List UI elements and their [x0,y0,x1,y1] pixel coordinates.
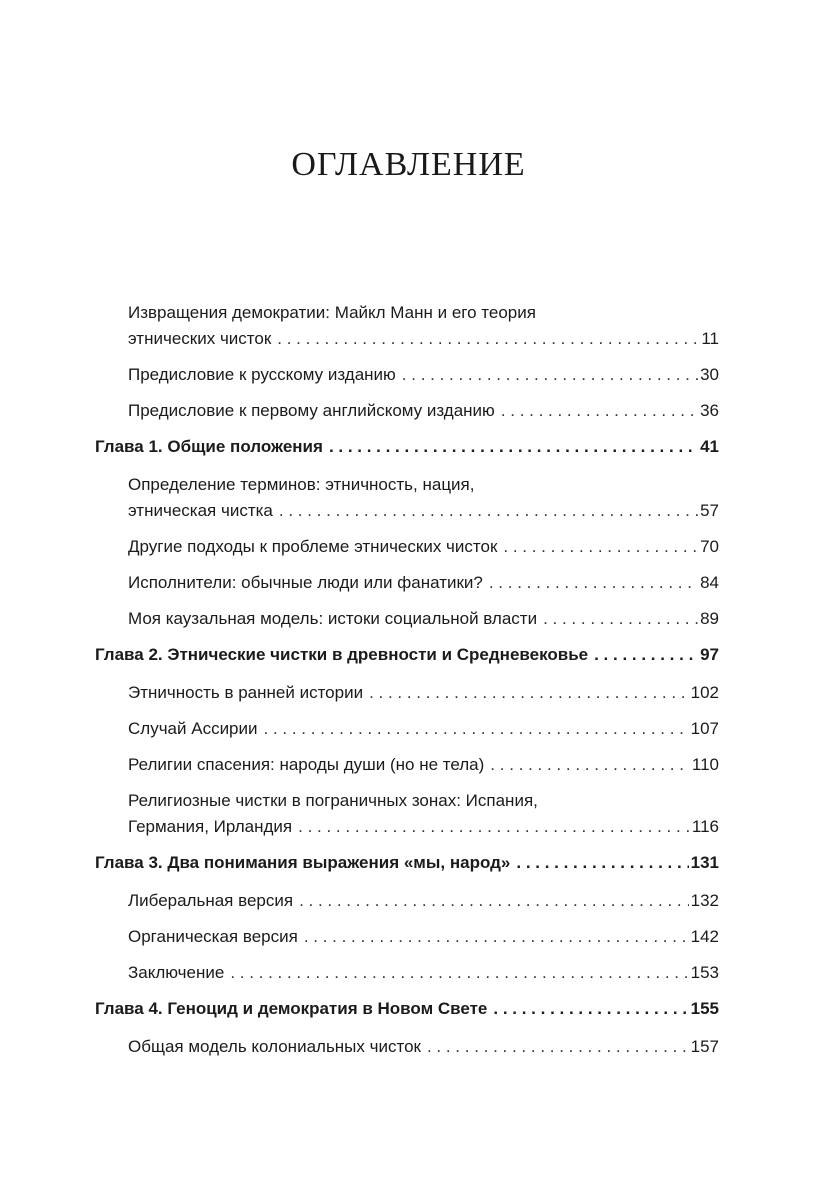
toc-entry-line [128,498,719,524]
toc-entry-title: Предисловие к русскому изданию [128,365,396,384]
toc-entry-line [95,996,719,1022]
dot-leader [503,534,698,560]
toc-page-number: 97 [700,645,719,664]
dot-leader [402,362,698,388]
toc-entry-line [128,752,719,778]
toc-section-entry [95,680,719,706]
dot-leader [329,434,698,460]
dot-leader [298,814,690,840]
toc-section-entry [95,788,719,840]
toc-chapter-entry [95,642,719,668]
toc-entry-line [128,606,719,632]
toc-entry-title: Случай Ассирии [128,719,258,738]
toc-entry-title: Общая модель колониальных чисток [128,1037,421,1056]
dot-leader [279,498,698,524]
toc-section-entry [95,300,719,352]
dot-leader [369,680,689,706]
toc-entry-title: Либеральная версия [128,891,294,910]
toc-entry-title: этническая чистка [128,501,273,520]
toc-entry-title: Религии спасения: народы души (но не тела) [128,755,485,774]
toc-section-entry [95,362,719,388]
toc-entry-title: этнических чисток [128,329,272,348]
toc-page-number: 157 [690,1037,719,1056]
toc-section-entry [95,716,719,742]
toc-chapter-entry [95,434,719,460]
toc-page-number: 11 [701,329,719,348]
toc-entry-title-line: Религиозные чистки в пограничных зонах: Испания, [128,791,538,810]
toc-page-number: 131 [690,853,719,872]
toc-entry-title-line: Определение терминов: этничность, нация, [128,475,475,494]
toc-entry-line [95,850,719,876]
toc-entry-title: Предисловие к первому английскому изданию [128,401,495,420]
toc-entry-line [95,434,719,460]
dot-leader [489,570,698,596]
dot-leader [277,326,699,352]
toc-page-number: 89 [700,609,719,628]
toc-page-number: 155 [690,999,719,1018]
toc-page-number: 36 [700,401,719,420]
dot-leader [264,716,689,742]
toc-page-number: 41 [700,437,719,456]
toc-entry-title: Исполнители: обычные люди или фанатики? [128,573,483,592]
dot-leader [594,642,698,668]
toc-page-number: 142 [690,927,719,946]
toc-entry-title: Глава 4. Геноцид и демократия в Новом Свете [95,999,488,1018]
toc-chapter-entry [95,996,719,1022]
toc-entry-line [128,1034,719,1060]
table-of-contents [95,300,719,1070]
dot-leader [427,1034,689,1060]
toc-section-entry [95,534,719,560]
toc-section-entry [95,960,719,986]
toc-entry-title: Этничность в ранней истории [128,683,364,702]
toc-section-entry [95,924,719,950]
toc-page-number: 153 [690,963,719,982]
toc-chapter-entry [95,850,719,876]
dot-leader [299,888,689,914]
toc-entry-line [128,680,719,706]
toc-entry-title-line: Извращения демократии: Майкл Манн и его теория [128,303,536,322]
toc-entry-line [128,398,719,424]
dot-leader [493,996,688,1022]
toc-page-number: 70 [700,537,719,556]
toc-section-entry [95,570,719,596]
toc-page-number: 84 [700,573,719,592]
dot-leader [501,398,698,424]
dot-leader [230,960,688,986]
toc-page-number: 30 [700,365,719,384]
dot-leader [516,850,688,876]
toc-section-entry [95,752,719,778]
dot-leader [304,924,689,950]
toc-page-number: 57 [700,501,719,520]
toc-entry-title: Заключение [128,963,225,982]
toc-entry-line [128,326,719,352]
dot-leader [490,752,690,778]
toc-entry-title: Глава 3. Два понимания выражения «мы, народ» [95,853,511,872]
toc-entry-title: Глава 1. Общие положения [95,437,323,456]
toc-page-number: 102 [690,683,719,702]
toc-section-entry [95,472,719,524]
toc-section-entry [95,888,719,914]
dot-leader [543,606,698,632]
toc-entry-title: Германия, Ирландия [128,817,293,836]
toc-entry-line [128,888,719,914]
toc-entry-line [95,642,719,668]
page-title: ОГЛАВЛЕНИЕ [291,146,526,183]
toc-section-entry [95,1034,719,1060]
toc-entry-line [128,924,719,950]
toc-entry-line [128,534,719,560]
toc-entry-line [128,716,719,742]
toc-page-number: 107 [690,719,719,738]
toc-entry-line [128,570,719,596]
toc-section-entry [95,606,719,632]
toc-page-number: 132 [690,891,719,910]
toc-entry-title: Глава 2. Этнические чистки в древности и Средневековье [95,645,589,664]
toc-entry-line [128,960,719,986]
toc-page-number: 116 [691,817,719,836]
toc-entry-title: Моя каузальная модель: истоки социальной власти [128,609,538,628]
toc-entry-title: Органическая версия [128,927,298,946]
toc-entry-title: Другие подходы к проблеме этнических чисток [128,537,498,556]
toc-entry-line [128,362,719,388]
toc-entry-line [128,814,719,840]
toc-section-entry [95,398,719,424]
toc-page-number: 110 [691,755,719,774]
